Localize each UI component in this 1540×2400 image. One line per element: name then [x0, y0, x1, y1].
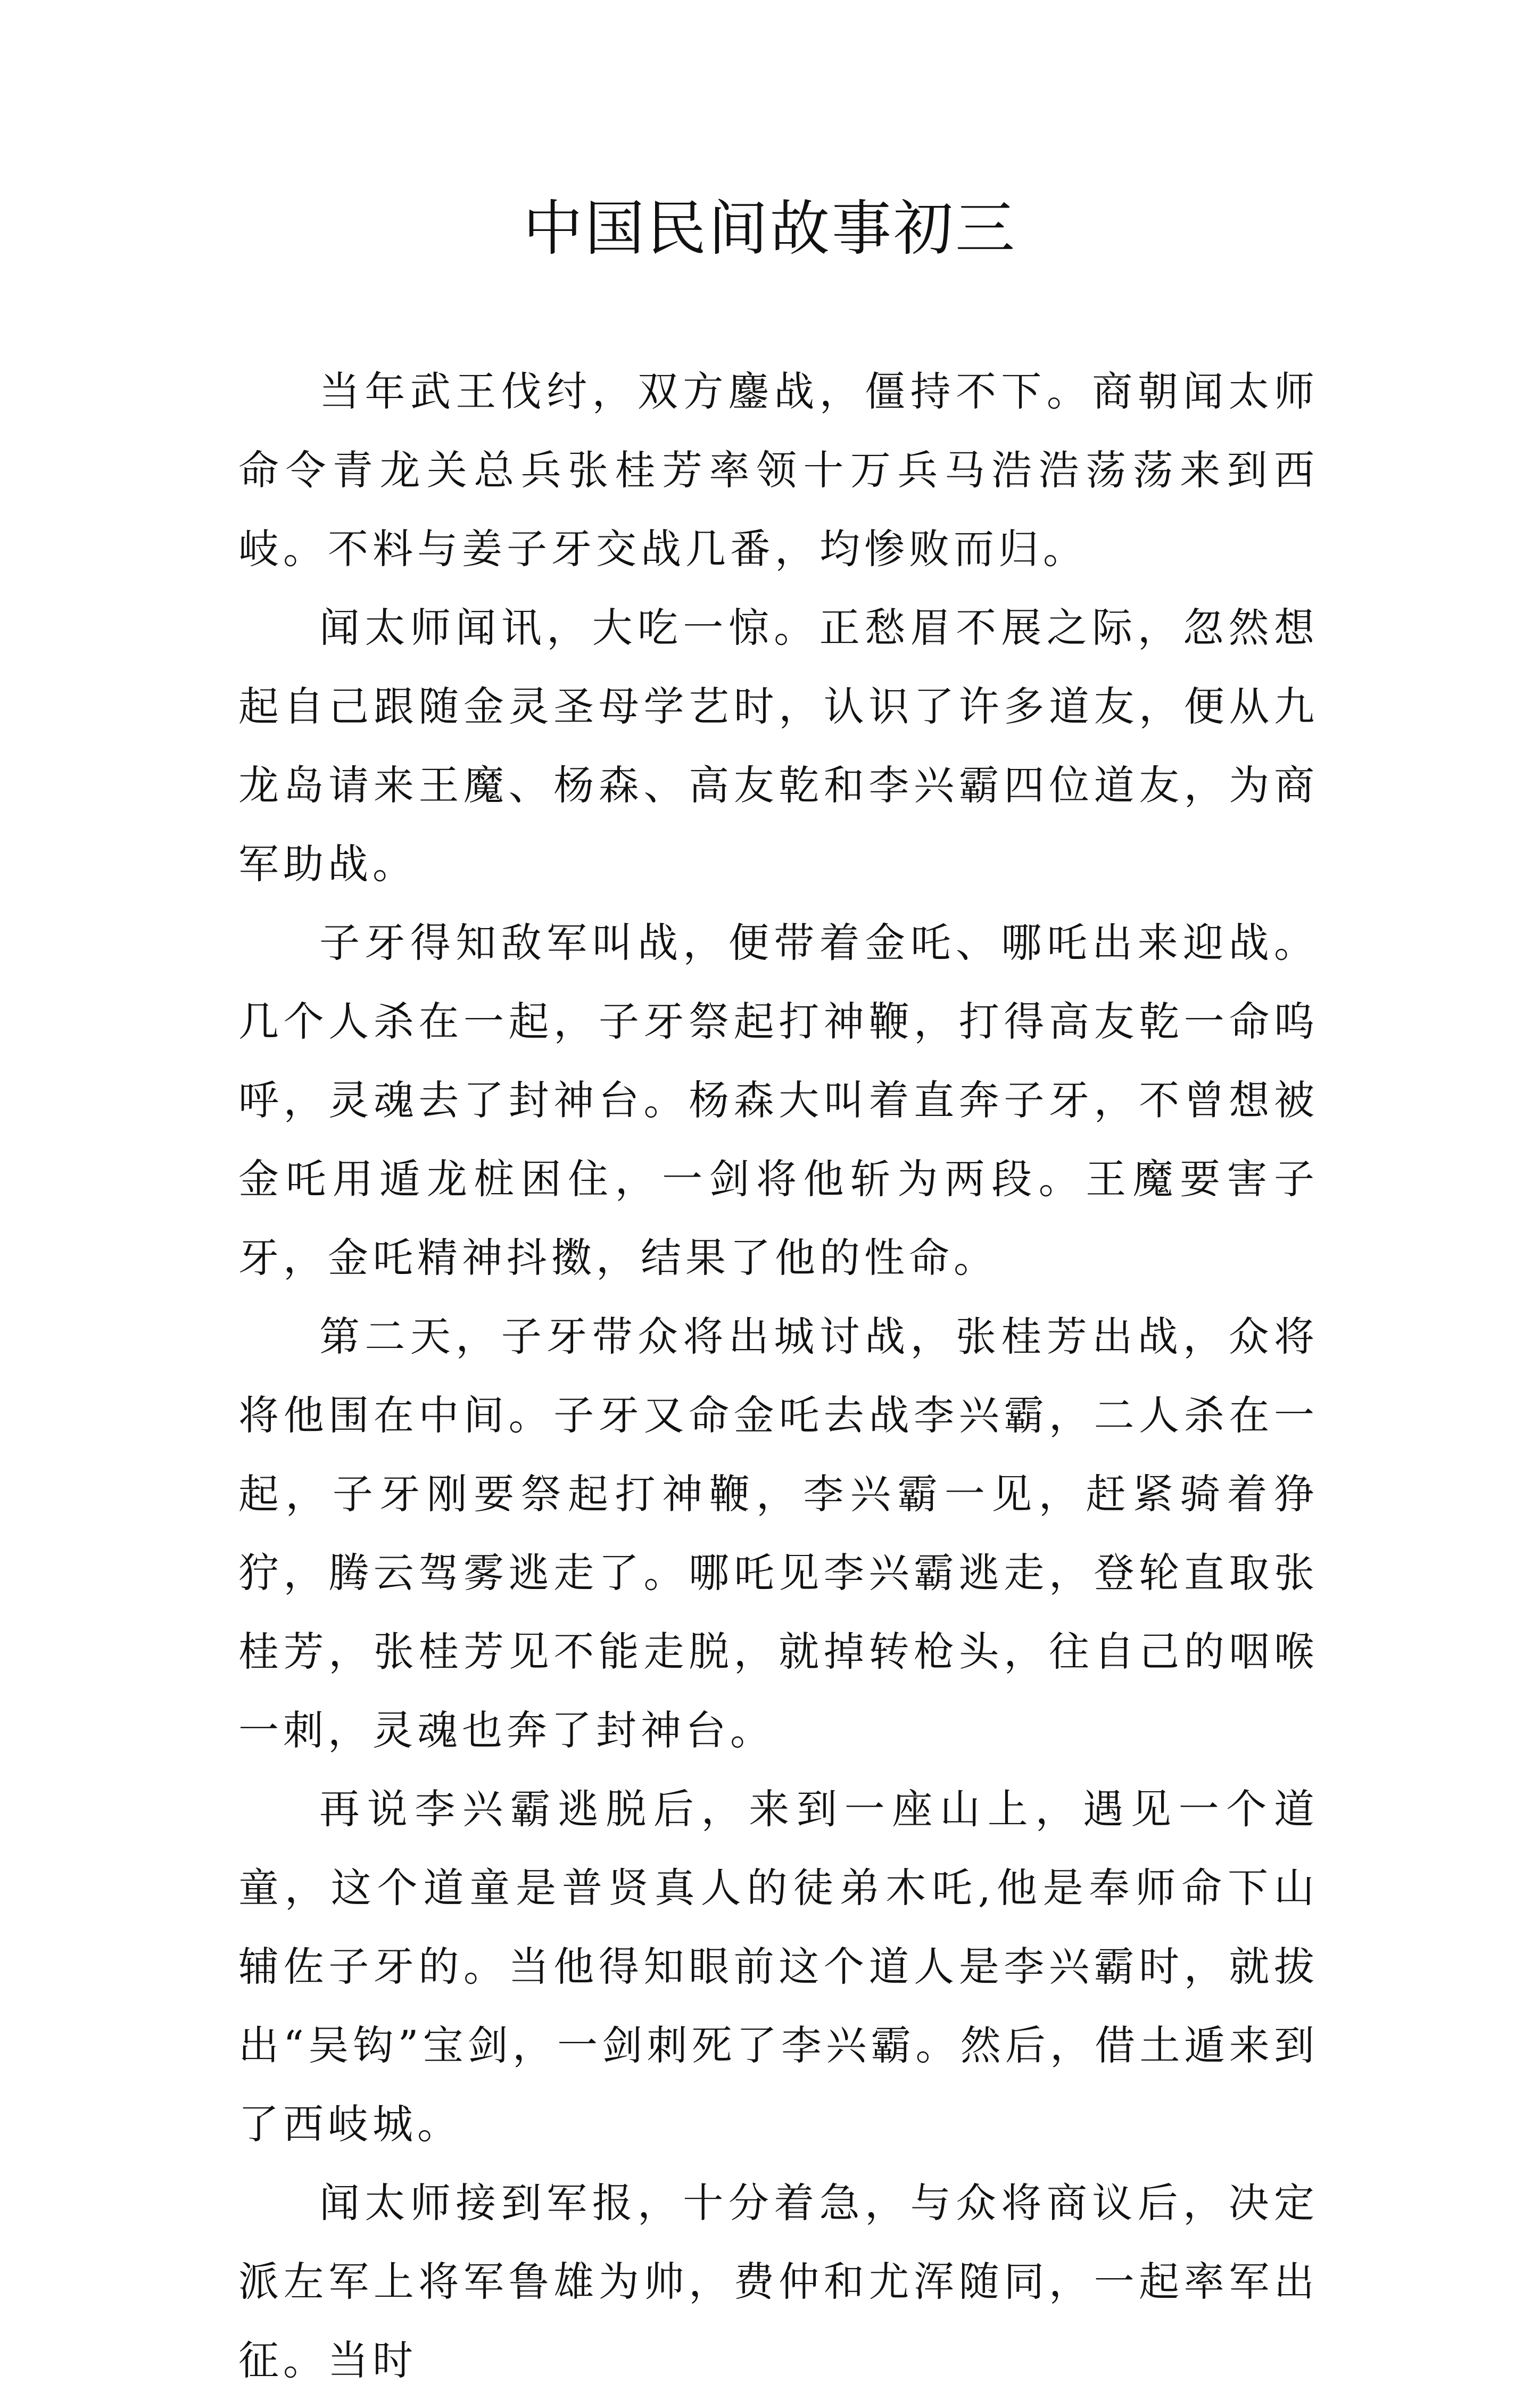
- paragraph-1: 当年武王伐纣，双方鏖战，僵持不下。商朝闻太师命令青龙关总兵张桂芳率领十万兵马浩浩荡荡来到西岐。不料与姜子牙交战几番，均惨败而归。: [238, 368, 1319, 573]
- paragraph-3: 子牙得知敌军叫战，便带着金吒、哪吒出来迎战。几个人杀在一起，子牙祭起打神鞭，打得高友乾一命呜呼，灵魂去了封神台。杨森大叫着直奔子牙，不曾想被金吒用遁龙桩困住，一剑将他斩为两段。王魔要害子牙，金吒精神抖擞，结果了他的性命。: [238, 919, 1319, 1281]
- paragraph-5: 再说李兴霸逃脱后，来到一座山上，遇见一个道童，这个道童是普贤真人的徒弟木吒,他是奉师命下山辅佐子牙的。当他得知眼前这个道人是李兴霸时，就拔出“吴钩”宝剑，一剑刺死了李兴霸。然后，借土遁来到了西岐城。: [238, 1785, 1319, 2148]
- paragraph-4: 第二天，子牙带众将出城讨战，张桂芳出战，众将将他围在中间。子牙又命金吒去战李兴霸，二人杀在一起，子牙刚要祭起打神鞭，李兴霸一见，赶紧骑着狰狞，腾云驾雾逃走了。哪吒见李兴霸逃走，登轮直取张桂芳，张桂芳见不能走脱，就掉转枪头，往自己的咽喉一刺，灵魂也奔了封神台。: [238, 1313, 1319, 1754]
- document-body: [238, 352, 1319, 2400]
- paragraph-6: 闻太师接到军报，十分着急，与众将商议后，决定派左军上将军鲁雄为帅，费仲和尤浑随同，一起率军出征。当时: [238, 2179, 1319, 2384]
- paragraph-2: 闻太师闻讯，大吃一惊。正愁眉不展之际，忽然想起自己跟随金灵圣母学艺时，认识了许多道友，便从九龙岛请来王魔、杨森、高友乾和李兴霸四位道友，为商军助战。: [238, 604, 1319, 888]
- document-title: 中国民间故事初三: [523, 194, 1017, 263]
